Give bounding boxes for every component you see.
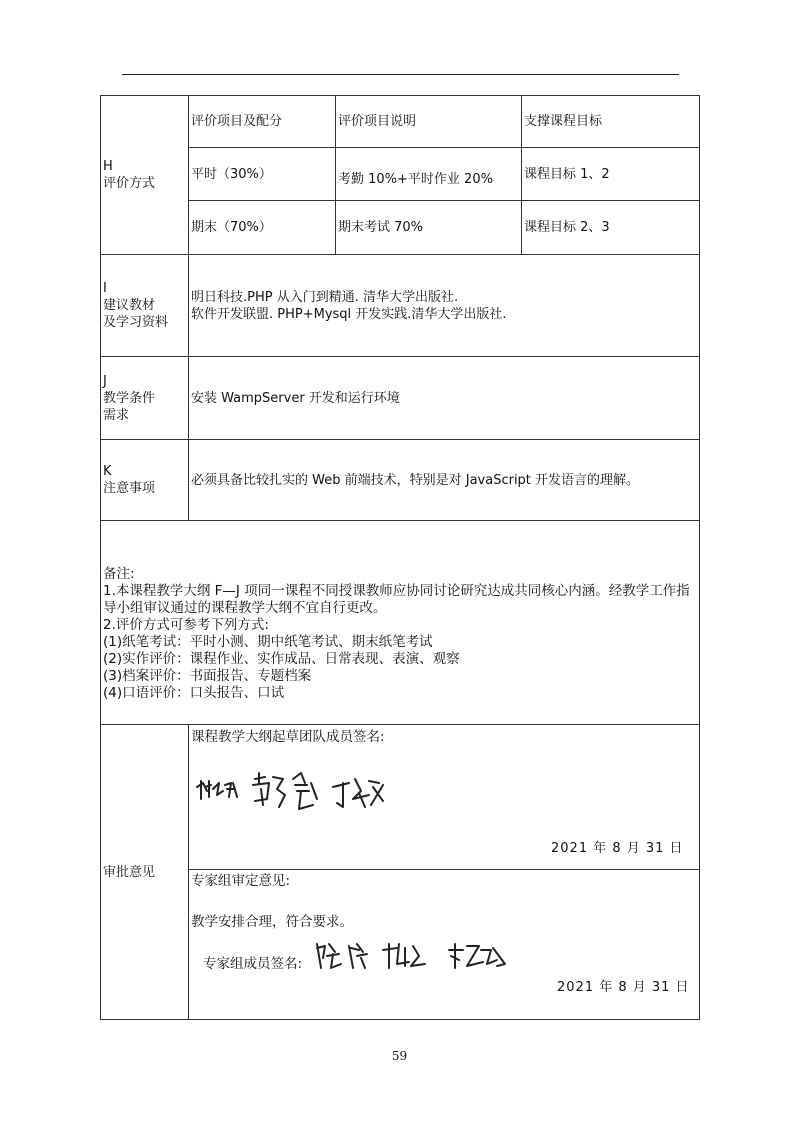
conditions-row (101, 357, 700, 440)
notice-content: 必须具备比较扎实的 Web 前端技术，特别是对 JavaScript 开发语言的理解。 (189, 440, 700, 521)
materials-label-line2: 及学习资料 (103, 315, 169, 330)
notice-label: 注意事项 (103, 481, 156, 496)
table-row (101, 148, 700, 201)
notice-label-cell (101, 440, 189, 521)
remarks-title: 备注: (103, 565, 135, 582)
expert-signatures (313, 938, 553, 978)
drafting-date: 2021 年 8 月 31 日 (551, 841, 684, 856)
remarks-cell (101, 521, 700, 725)
syllabus-table (100, 95, 700, 1020)
expert-opinion-cell (189, 870, 700, 1020)
approval-label-cell (101, 725, 189, 1020)
notice-code: K (103, 464, 112, 479)
remarks-line: (2)实作评价：课程作业、实作成品、日常表现、表演、观察 (103, 650, 460, 667)
materials-code: I (103, 281, 107, 296)
header-desc: 评价项目说明 (336, 96, 522, 148)
approval-drafting-row (101, 725, 700, 870)
eval-goal: 课程目标 1、2 (522, 148, 700, 201)
conditions-label-cell (101, 357, 189, 440)
evaluation-label: 评价方式 (103, 176, 156, 191)
header-item: 评价项目及配分 (189, 96, 336, 148)
conditions-content: 安装 WampServer 开发和运行环境 (189, 357, 700, 440)
materials-label-cell (101, 255, 189, 357)
table-row (101, 201, 700, 255)
eval-item: 平时（30%） (189, 148, 336, 201)
material-line: 明日科技.PHP 从入门到精通. 清华大学出版社. (191, 289, 459, 305)
evaluation-header-row (101, 96, 700, 148)
approval-expert-row (101, 870, 700, 1020)
remarks-line: (4)口语评价：口头报告、口试 (103, 684, 285, 701)
evaluation-code: H (103, 159, 113, 174)
expert-date: 2021 年 8 月 31 日 (557, 980, 690, 995)
eval-goal: 课程目标 2、3 (522, 201, 700, 255)
expert-title: 专家组审定意见: (191, 873, 291, 889)
page-number: 59 (391, 1049, 408, 1063)
eval-desc: 考勤 10%+平时作业 20% (336, 148, 522, 201)
notice-row (101, 440, 700, 521)
remarks-line: (1)纸笔考试：平时小测、期中纸笔考试、期末纸笔考试 (103, 633, 433, 650)
drafting-signature-cell (189, 725, 700, 870)
conditions-label-line2: 需求 (103, 407, 130, 423)
expert-opinion: 教学安排合理，符合要求。 (191, 914, 353, 930)
eval-item: 期末（70%） (189, 201, 336, 255)
evaluation-label-cell (101, 96, 189, 255)
expert-sign-label: 专家组成员签名: (203, 956, 303, 972)
materials-label-line1: 建议教材 (103, 298, 156, 313)
drafting-signatures (193, 769, 403, 819)
materials-content (189, 255, 700, 357)
approval-label: 审批意见 (103, 864, 156, 880)
remarks-line: 2.评价方式可参考下列方式: (103, 616, 269, 633)
header-rule (122, 74, 679, 75)
remarks-line: (3)档案评价：书面报告、专题档案 (103, 667, 312, 684)
remarks-row (101, 521, 700, 725)
materials-row (101, 255, 700, 357)
conditions-label-line1: 教学条件 (103, 390, 156, 406)
eval-desc: 期末考试 70% (336, 201, 522, 255)
material-line: 软件开发联盟. PHP+Mysql 开发实践.清华大学出版社. (191, 306, 507, 322)
remarks-line: 1.本课程教学大纲 F—J 项同一课程不同授课教师应协同讨论研究达成共同核心内涵。经教学工作指导小组审议通过的课程教学大纲不宜自行更改。 (103, 582, 690, 616)
drafting-title: 课程教学大纲起草团队成员签名: (191, 729, 385, 745)
conditions-code: J (103, 373, 107, 389)
header-goal: 支撑课程目标 (522, 96, 700, 148)
